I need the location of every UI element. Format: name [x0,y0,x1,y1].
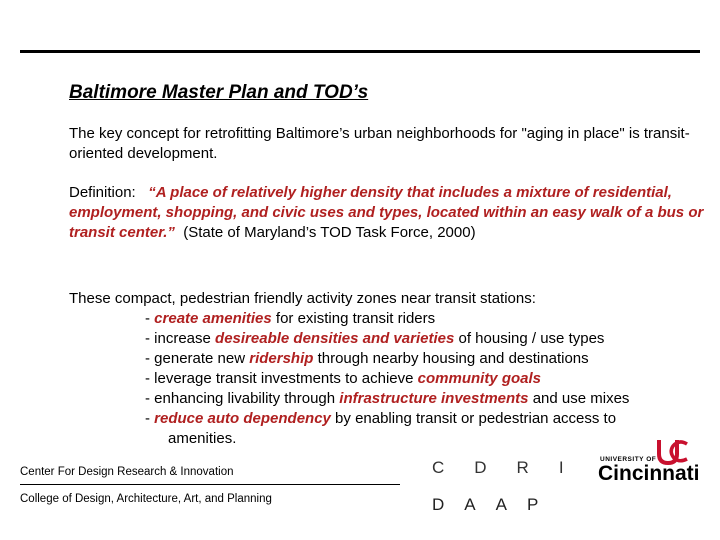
definition-paragraph [69,183,709,243]
uc-logo-wordmark: Cincinnati [598,462,700,485]
definition-label: Definition: [69,184,136,201]
uc-logo-small-text: UNIVERSITY OF [600,456,657,463]
footer-college-name: College of Design, Architecture, Art, and Planning [20,493,272,505]
zones-intro: These compact, pedestrian friendly activity zones near transit stations: [69,290,536,307]
footer-center-name: Center For Design Research & Innovation [20,466,234,478]
intro-paragraph: The key concept for retrofitting Baltimore’s urban neighborhoods for "aging in place" is transit-oriented development. [69,125,690,162]
slide-title: Baltimore Master Plan and TOD’s [69,82,369,103]
definition-quote: “A place of relatively higher density that includes a mixture of residential, employment, shopping, and civic uses and types, located within an easy walk of a bus or transit center.” [69,184,704,241]
bullet-item: - leverage transit investments to achieve community goals [145,370,541,387]
bullet-item: - create amenities for existing transit riders [145,310,436,327]
bullet-item: - increase desireable densities and varieties of housing / use types [145,330,605,347]
definition-source: (State of Maryland’s TOD Task Force, 2000) [183,224,476,241]
bullet-item: - reduce auto dependency by enabling transit or pedestrian access to [145,410,617,427]
cdri-logo-text: CDRI [432,458,594,477]
bullet-item: - generate new ridership through nearby housing and destinations [145,350,589,367]
bullet-item: - enhancing livability through infrastructure investments and use mixes [145,390,630,407]
footer-rule [20,484,400,485]
top-rule [20,50,700,53]
daap-logo-text: DAAP [432,495,559,514]
bullet-continuation: amenities. [168,430,237,447]
